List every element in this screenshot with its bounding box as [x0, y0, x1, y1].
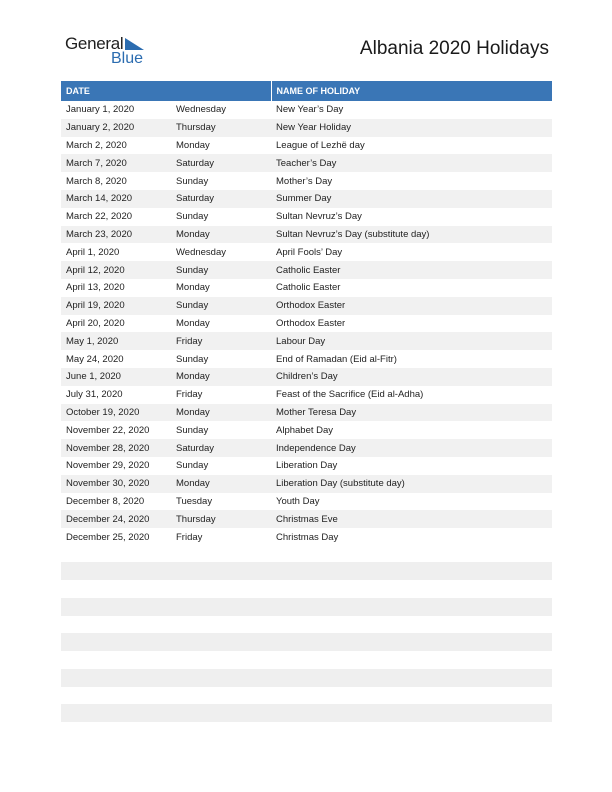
logo-triangle-icon: [123, 37, 145, 51]
holiday-name: Christmas Eve: [271, 510, 552, 528]
holiday-name: New Year’s Day: [276, 104, 344, 116]
table-row: [61, 350, 552, 368]
holiday-name: Mother Teresa Day: [271, 404, 552, 422]
table-row: [61, 190, 552, 208]
holiday-weekday: Sunday: [171, 261, 271, 279]
table-row: [61, 119, 552, 137]
holiday-date: November 29, 2020: [66, 460, 150, 472]
holidays-table-body: [61, 101, 552, 546]
table-row: [61, 279, 552, 297]
logo-general-text: General: [65, 34, 124, 53]
holiday-name: Teacher’s Day: [271, 154, 552, 172]
holiday-column-header: NAME OF HOLIDAY: [271, 81, 552, 101]
holiday-name: Labour Day: [271, 332, 552, 350]
holiday-date: January 1, 2020: [66, 104, 135, 116]
holiday-date: March 14, 2020: [61, 190, 171, 208]
logo-blue-text: Blue: [111, 50, 144, 67]
holiday-date: June 1, 2020: [61, 368, 171, 386]
table-row: [61, 226, 552, 244]
holiday-weekday: Saturday: [171, 190, 271, 208]
holiday-weekday: Sunday: [176, 211, 209, 223]
generalblue-logo: [65, 34, 155, 68]
holiday-weekday: Wednesday: [176, 104, 226, 116]
table-row: [61, 368, 552, 386]
holiday-weekday: Monday: [171, 226, 271, 244]
holiday-date: April 12, 2020: [61, 261, 171, 279]
holiday-weekday: Friday: [176, 389, 203, 401]
holiday-name: Catholic Easter: [276, 282, 341, 294]
holiday-name: End of Ramadan (Eid al-Fitr): [276, 353, 397, 365]
table-row: [61, 261, 552, 279]
holiday-date: March 22, 2020: [66, 211, 133, 223]
blank-row: [61, 598, 552, 616]
holiday-date: March 23, 2020: [61, 226, 171, 244]
holiday-name: Liberation Day: [276, 460, 338, 472]
holiday-weekday: Saturday: [171, 439, 271, 457]
holiday-weekday: Wednesday: [176, 246, 226, 258]
holiday-weekday: Tuesday: [176, 495, 213, 507]
holiday-weekday: Monday: [176, 317, 210, 329]
holiday-name: Sultan Nevruz’s Day (substitute day): [271, 226, 552, 244]
table-row: [61, 315, 552, 333]
table-row: [61, 208, 552, 226]
holiday-date: March 8, 2020: [66, 175, 127, 187]
table-row: [61, 404, 552, 422]
holiday-date: March 7, 2020: [61, 154, 171, 172]
table-row: [61, 137, 552, 155]
holiday-date: April 20, 2020: [66, 317, 125, 329]
holiday-date: October 19, 2020: [61, 404, 171, 422]
holiday-date: December 25, 2020: [66, 531, 150, 543]
holiday-name: Alphabet Day: [276, 424, 334, 436]
holiday-weekday: Friday: [176, 531, 203, 543]
holiday-weekday: Monday: [171, 404, 271, 422]
holiday-date: April 1, 2020: [66, 246, 120, 258]
holiday-date: May 24, 2020: [66, 353, 124, 365]
page-title: Albania 2020 Holidays: [359, 38, 549, 59]
holiday-weekday: Thursday: [171, 119, 271, 137]
table-row: [61, 172, 552, 190]
holiday-name: April Fools’ Day: [276, 246, 343, 258]
blank-row: [61, 704, 552, 722]
holiday-name: Christmas Day: [276, 531, 339, 543]
holiday-weekday: Thursday: [171, 510, 271, 528]
holiday-name: Catholic Easter: [271, 261, 552, 279]
holiday-date: May 1, 2020: [61, 332, 171, 350]
holiday-name: New Year Holiday: [271, 119, 552, 137]
holiday-name: Youth Day: [276, 495, 320, 507]
holiday-date: November 28, 2020: [61, 439, 171, 457]
blank-row: [61, 562, 552, 580]
holiday-weekday: Monday: [171, 475, 271, 493]
date-column-header: DATE: [61, 81, 271, 101]
holiday-weekday: Saturday: [171, 154, 271, 172]
holiday-name: Feast of the Sacrifice (Eid al-Adha): [276, 389, 424, 401]
table-row: [61, 528, 552, 546]
holiday-date: December 8, 2020: [66, 495, 145, 507]
table-row: [61, 154, 552, 172]
holiday-date: April 13, 2020: [66, 282, 125, 294]
holiday-name: Children’s Day: [271, 368, 552, 386]
holiday-weekday: Monday: [176, 282, 210, 294]
table-row: [61, 457, 552, 475]
holiday-weekday: Monday: [176, 139, 210, 151]
holiday-weekday: Sunday: [176, 424, 209, 436]
holiday-weekday: Monday: [171, 368, 271, 386]
holiday-name: Summer Day: [271, 190, 552, 208]
holiday-name: Independence Day: [271, 439, 552, 457]
holiday-weekday: Sunday: [171, 297, 271, 315]
table-row: [61, 332, 552, 350]
holiday-date: November 30, 2020: [61, 475, 171, 493]
holiday-name: League of Lezhë day: [276, 139, 365, 151]
holiday-name: Orthodox Easter: [271, 297, 552, 315]
holiday-weekday: Sunday: [176, 460, 209, 472]
table-row: [61, 421, 552, 439]
holidays-table: [61, 81, 552, 546]
holiday-date: April 19, 2020: [61, 297, 171, 315]
blank-row: [61, 669, 552, 687]
holiday-date: December 24, 2020: [61, 510, 171, 528]
holiday-name: Liberation Day (substitute day): [271, 475, 552, 493]
holiday-name: Orthodox Easter: [276, 317, 346, 329]
table-row: [61, 243, 552, 261]
table-header-row: [61, 81, 552, 101]
table-row: [61, 297, 552, 315]
holiday-weekday: Friday: [171, 332, 271, 350]
table-row: [61, 475, 552, 493]
holiday-weekday: Sunday: [176, 175, 209, 187]
holiday-date: January 2, 2020: [61, 119, 171, 137]
holiday-date: November 22, 2020: [66, 424, 150, 436]
holiday-weekday: Sunday: [176, 353, 209, 365]
table-row: [61, 386, 552, 404]
holiday-name: Sultan Nevruz’s Day: [276, 211, 362, 223]
table-row: [61, 101, 552, 119]
holiday-name: Mother’s Day: [276, 175, 333, 187]
table-row: [61, 510, 552, 528]
table-row: [61, 493, 552, 511]
table-row: [61, 439, 552, 457]
holiday-date: July 31, 2020: [66, 389, 123, 401]
holiday-date: March 2, 2020: [66, 139, 127, 151]
blank-row: [61, 633, 552, 651]
